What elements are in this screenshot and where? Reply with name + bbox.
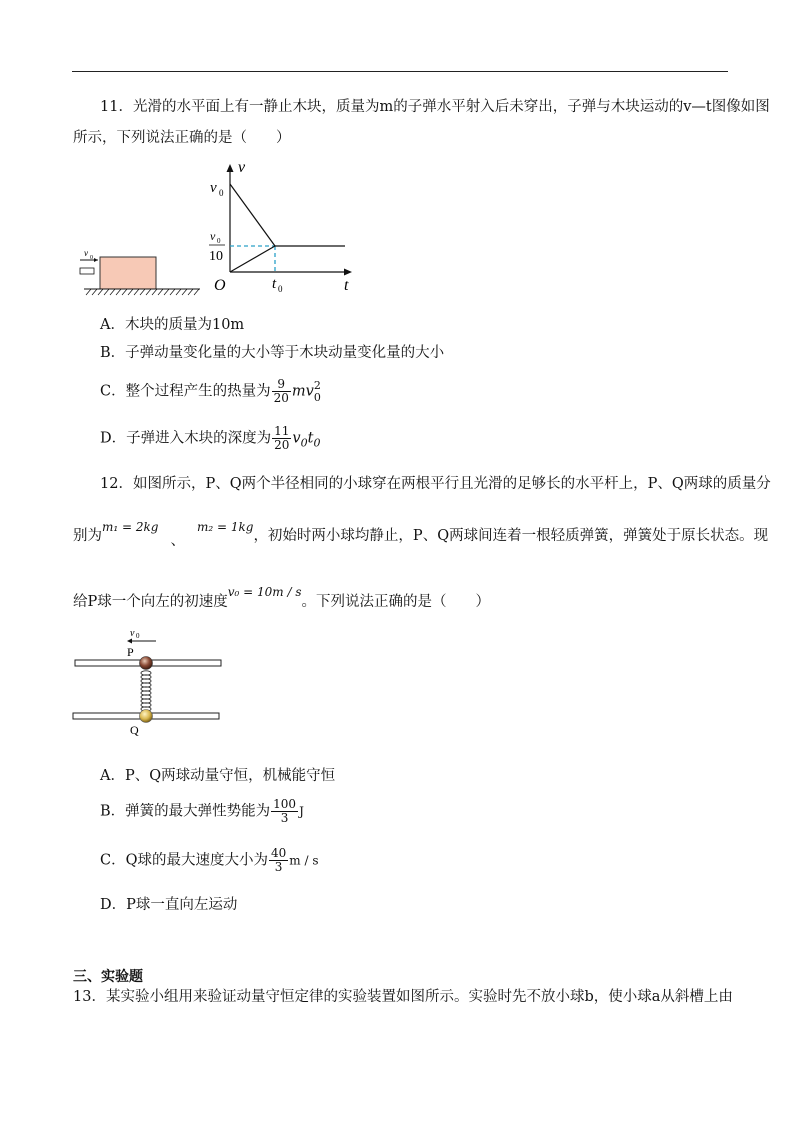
v-axis-arrow	[227, 164, 234, 172]
q12-option-a: A．P、Q两球动量守恒，机械能守恒	[100, 768, 336, 784]
header-rule	[72, 71, 728, 72]
spring	[141, 671, 151, 711]
q12-m2: m₂ = 1kg	[196, 520, 254, 534]
block-velocity-line	[230, 246, 275, 272]
q11-option-b: B．子弹动量变化量的大小等于木块动量变化量的大小	[100, 345, 445, 361]
q12-v0: v₀ = 10m / s	[227, 585, 302, 599]
bullet-velocity-label: v	[84, 248, 88, 258]
ground-hatching	[86, 289, 199, 295]
q11-stem-line2: 所示，下列说法正确的是（ ）	[73, 130, 291, 146]
q11-option-c: C．整个过程产生的热量为 $\frac{9}{20}$ mv 2 0	[100, 377, 321, 405]
v0-over-10-num: v	[210, 229, 216, 243]
q12-stem-line3: 给P球一个向左的初速度$^{v_0 = 10m / s}$。下列说法正确的是（ ）	[73, 585, 491, 610]
ball-q-label: Q	[130, 723, 139, 737]
wooden-block	[100, 257, 156, 289]
t-axis-arrow	[344, 269, 352, 276]
q12-m1: m₁ = 2kg	[102, 520, 159, 534]
bullet-arrowhead	[94, 258, 98, 262]
ball-p	[140, 657, 153, 670]
q11-option-d: D．子弹进入木块的深度为 $\frac{11}{20}$ $v_0t_0$	[100, 424, 321, 452]
q11-option-c-text: C．整个过程产生的热量为	[100, 383, 271, 400]
q13-stem-line1: 13．某实验小组用来验证动量守恒定律的实验装置如图所示。实验时先不放小球b，使小球a从斜槽上由	[73, 989, 733, 1005]
t0-tick-label: t	[272, 276, 277, 292]
origin-label: O	[214, 277, 226, 294]
bullet-velocity-sub: 0	[90, 255, 93, 261]
v0-tick-sub: 0	[219, 188, 224, 198]
q12-option-c: C．Q球的最大速度大小为 $\frac{40}{3}$ m / s	[100, 846, 319, 874]
ball-p-label: P	[127, 645, 134, 659]
t0-tick-sub: 0	[278, 284, 283, 294]
q12-stem-line2: 别为$^{m_1 = 2kg}$、$^{m_2 = 1kg}$，初始时两小球均静止，P、Q两球间连着一根轻质弹簧，弹簧处于原长状态。现	[73, 520, 769, 549]
q11-option-d-text: D．子弹进入木块的深度为	[100, 430, 272, 447]
spring-balls-figure	[70, 622, 230, 740]
bullet	[80, 268, 94, 274]
v0-tick-label: v	[210, 180, 217, 196]
section-title: 三、实验题	[73, 969, 143, 985]
q12-option-d: D．P球一直向左运动	[100, 897, 238, 913]
p-arrowhead	[127, 639, 132, 644]
v0-over-10-num-sub: 0	[217, 237, 221, 245]
q12-option-b: B．弹簧的最大弹性势能为 $\frac{100}{3}$ J	[100, 797, 304, 825]
vt-graph	[200, 150, 360, 300]
q12-option-c-fraction: $\frac{40}{3}$	[270, 846, 287, 874]
t-axis-label: t	[344, 277, 349, 294]
q11-option-a: A．木块的质量为10m	[100, 317, 245, 333]
v0-over-10-den: 10	[209, 249, 223, 264]
bullet-block-figure	[72, 245, 212, 297]
q11-option-c-fraction: $\frac{9}{20}$	[273, 377, 289, 405]
q11-option-d-fraction: $\frac{11}{20}$	[274, 424, 290, 452]
p-velocity-sub: 0	[136, 632, 140, 640]
p-velocity-label: v	[130, 628, 135, 639]
q12-option-b-fraction: $\frac{100}{3}$	[273, 797, 297, 825]
bullet-velocity-line	[230, 184, 275, 246]
q12-stem-line1: 12．如图所示，P、Q两个半径相同的小球穿在两根平行且光滑的足够长的水平杆上，P、Q两球的质量分	[100, 476, 771, 492]
v-axis-label: v	[238, 159, 246, 176]
ball-q	[140, 710, 153, 723]
q11-stem-line1: 11．光滑的水平面上有一静止木块，质量为m的子弹水平射入后未穿出，子弹与木块运动的v—t图像如图	[100, 99, 770, 115]
